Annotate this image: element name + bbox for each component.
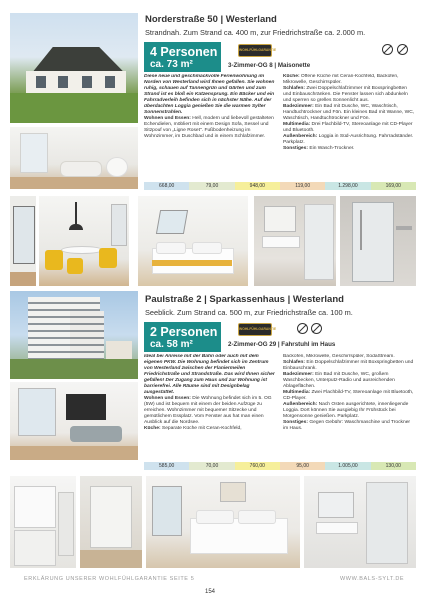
price-cell: 1.298,00 [325, 182, 370, 190]
listing1-quality-badge: WOHLFÜHLGARANTIE [238, 44, 272, 57]
page-number: 154 [205, 589, 216, 595]
listing2-subtitle: Seeblick. Zum Strand ca. 500 m, zur Friedrichstraße ca. 100 m. [145, 308, 353, 317]
listing1-photo-bathroom [254, 196, 336, 286]
price-cell: 760,00 [235, 462, 280, 470]
listing1-intro: Diese neue und geschmackvolle Ferienwohnung im Norden von Westerland wird Ihnen gefallen. Sie wohnen ruhig, schauen auf Tannengrün und Gärten und zum Strand ist es bloß ein Katzensprung. Ein Bäcker und ein Fahrradverleih befinden sich in nächster Nähe. Auf der überdachten Loggia genießen Sie die warmen Sylter Sonnenstrahlen. [144, 74, 275, 115]
listing2-price-row [144, 462, 416, 470]
listing1-price-row [144, 182, 416, 190]
listing2-living-photo [10, 382, 138, 460]
listing1-area: ca. 73 m² [150, 59, 193, 70]
listing2-persons-box [144, 322, 221, 352]
listing2-photo-bedroom [146, 476, 300, 568]
listing1-photo-windows [10, 196, 36, 286]
listing1-text-wohnen: Hell, modern und liebevoll gestalteten Echendielen, möbliert mit einem Design Sofa, Sessel und Sitzpouf von „Ligne Roset". Fußbodenheizung im Wohnzimmer, im Duschbad und in einem Schlafzimmer. [144, 116, 274, 139]
price-cell: 169,00 [371, 182, 416, 190]
listing2-photo-bathroom [304, 476, 416, 568]
listing2-description-right: Backofen, Mikrowelle, Geschirrspüler, SodaStream. Schlafen: Ein Doppelschlafzimmer mit Boxspringbetten und Einbauschrank. Badezimmer: Ein Bad mit Dusche, WC, großem Waschbecken, Unterputz-Radio und ausreichenden Ablageflächen. Multimedia: Zwei Flachbild-TV, Stereoanlage mit Bluetooth, CD-Player. Außenbereich: Nach Osten ausgerichtete, innenliegende Loggia. Dort können Sie ausgiebig Ihr Frühstück bei Morgensonne genießen. Parkplatz. Sonstiges: Gegen Gebühr: Waschmaschine und Trockner im Haus. [283, 354, 414, 431]
listing2-photo-hall [80, 476, 142, 568]
price-cell: 948,00 [235, 182, 280, 190]
listing1-main-photo [10, 13, 138, 123]
price-cell: 95,00 [280, 462, 325, 470]
listing1-persons-box [144, 42, 221, 72]
listing2-label-kueche: Küche: [144, 426, 161, 431]
price-cell: 70,00 [189, 462, 234, 470]
listing2-intro: Ideal bei Anreise mit der Bahn oder auch mit dem eigenen PKW. Die Wohnung befindet sich im Zentrum von Westerland zwischen der Flaniermeilen Friedrichstraße und Strandstraße. Das wird Ihnen sicher gefallen! Der Zugang zum Haus und zur Wohnung ist barrierefrei. Alle Räume sind mit Designbelag ausgestattet. [144, 354, 275, 395]
listing2-title: Paulstraße 2 | Sparkassenhaus | Westerland [145, 294, 344, 305]
no-smoking-icon [297, 323, 308, 334]
listing1-photo-bedroom [138, 196, 248, 286]
listing1-living-photo [10, 127, 138, 189]
price-cell: 119,00 [280, 182, 325, 190]
listing1-photo-dining [39, 196, 129, 286]
footer-guarantee-note: ERKLÄRUNG UNSERER WOHLFÜHLGARANTIE SEITE 5 [24, 576, 195, 582]
listing1-subhead: 3-Zimmer-OG 8 | Maisonette [228, 62, 311, 69]
listing1-description-right: Küche: Offene Küche mit Ceran-Kochfeld, Backofen, Mikrowelle, Geschirrspüler. Schlafen: Zwei Doppelschlafzimmer mit Boxspringbetten und Einbauschränken. Die Fenster lassen sich abdunkeln und sperren so grelles Sonnenlicht aus. Badezimmer: Ein Bad mit Dusche, WC, Waschtisch, Handtuchtrockner und Fön. Ein kleines Bad mit Wanne, WC, Waschtisch, Handtuchtrockner und Fön. Multimedia: Drei Flachbild-TV, Stereoanlage mit CD-Player und Bluetooth. Außenbereich: Loggia in Süd-Ausrichtung. Fahrradständer. Parkplatz. Sonstiges: Ein Wasch-Trockner. [283, 74, 415, 151]
price-cell: 130,00 [371, 462, 416, 470]
listing2-main-photo [10, 291, 138, 379]
listing1-title: Norderstraße 50 | Westerland [145, 14, 277, 25]
price-cell: 79,00 [189, 182, 234, 190]
listing2-description-left: Ideal bei Anreise mit der Bahn oder auch mit dem eigenen PKW. Die Wohnung befindet sich im Zentrum von Westerland zwischen der Flaniermeilen Friedrichstraße und Strandstraße. Das wird Ihnen sicher gefallen! Der Zugang zum Haus und zur Wohnung ist barrierefrei. Alle Räume sind mit Designbelag ausgestattet. Wohnen und Essen: Die Wohnung befindet sich im 5. OG (5W) und ist bequem mit einem der beiden Aufzüge zu erreichen. Wohnzimmer mit bequemer Sitzecke und gemütlichem Essplatz. Vom Fenster aus hat man einen Ausblick auf die Nordsee. Küche: Separate Küche mit Ceran-Kochfeld, [144, 354, 275, 431]
listing2-label-wohnen: Wohnen und Essen: [144, 396, 191, 401]
listing2-quality-badge: WOHLFÜHLGARANTIE [238, 323, 272, 336]
listing2-subhead: 2-Zimmer-OG 29 | Fahrstuhl im Haus [228, 341, 336, 348]
no-pets-icon [397, 44, 408, 55]
no-pets-icon [311, 323, 322, 334]
price-cell: 1.005,00 [325, 462, 370, 470]
price-cell: 668,00 [144, 182, 189, 190]
listing1-subtitle: Strandnah. Zum Strand ca. 400 m, zur Friedrichstraße ca. 2.000 m. [145, 28, 366, 37]
listing1-description-left [144, 74, 278, 178]
listing1-photo-shower [340, 196, 416, 286]
no-smoking-icon [382, 44, 393, 55]
footer-website: WWW.BALS-SYLT.DE [340, 576, 405, 582]
price-cell: 585,00 [144, 462, 189, 470]
listing2-persons: 2 Personen [150, 325, 218, 339]
listing1-persons: 4 Personen [150, 45, 218, 59]
listing1-label-wohnen: Wohnen und Essen: [144, 116, 191, 121]
listing2-photo-kitchen [10, 476, 76, 568]
listing2-area: ca. 58 m² [150, 339, 193, 350]
